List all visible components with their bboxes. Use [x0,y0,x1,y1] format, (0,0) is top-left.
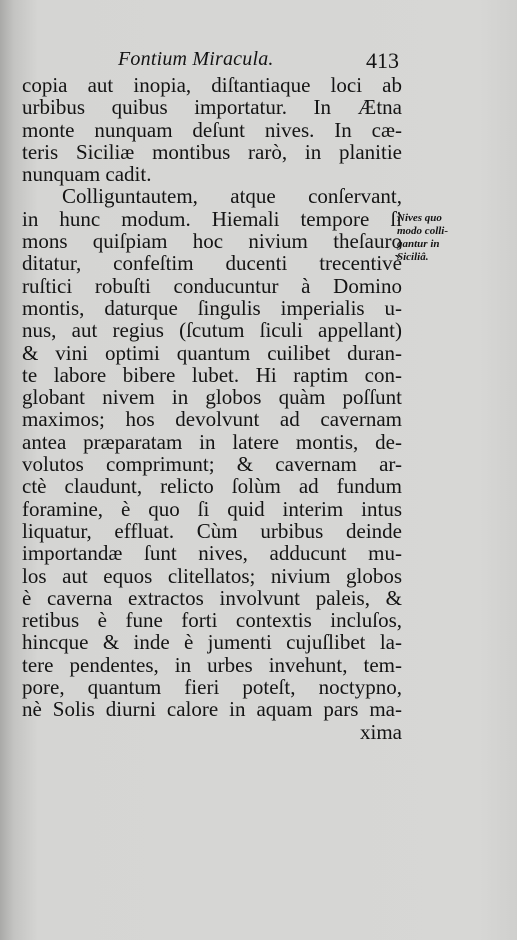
margin-note [397,212,477,264]
body-text [22,74,402,743]
text-line: Colliguntautem, atque conſervant, [62,184,402,209]
margin-note-line: Siciliâ. [397,251,429,263]
text-line: nunquam cadit. [22,162,152,187]
text-line: tere pendentes, in urbes invehunt, tem- [22,652,402,677]
text-line: mons quiſpiam hoc nivium theſauro [22,229,402,254]
text-line: & vini optimi quantum cuilibet duran- [22,340,402,365]
text-line: ruſtici robuſti conducuntur à Domino [22,273,402,298]
text-line: ditatur, confeſtim ducenti trecentivè [22,251,402,276]
text-line: maximos; hos devolvunt ad cavernam [22,407,402,432]
text-line: urbibus quibus importatur. In Ætna [22,95,402,120]
text-line: nus, aut regius (ſcutum ſiculi appellant) [22,318,402,343]
margin-note-line: gantur in [397,238,440,250]
text-line: volutos comprimunt; & cavernam ar- [22,452,402,477]
text-line: montis, daturque ſingulis imperialis u- [22,295,402,320]
text-line: foramine, è quo ſi quid interim intus [22,496,402,521]
text-line: retibus è fune forti contextis incluſos, [22,608,402,633]
margin-note-line: Nives quo [397,212,442,224]
text-line: globant nivem in globos quàm poſſunt [22,385,402,410]
text-line: copia aut inopia, diſtantiaque loci ab [22,73,402,97]
page-number: 413 [366,48,399,73]
text-line: teris Siciliæ montibus rarò, in planitie [22,139,402,164]
catchword: xima [360,719,402,744]
margin-note-line: modo colli- [397,225,449,237]
text-line: in hunc modum. Hiemali tempore ſi [22,206,402,231]
text-line: hincque & inde è jumenti cujuſlibet la- [22,630,402,655]
text-line: è caverna extractos involvunt paleis, & [22,585,402,610]
text-line: monte nunquam deſunt nives. In cæ- [22,117,402,142]
text-line: antea præparatam in latere montis, de- [22,429,402,454]
text-line: liquatur, effluat. Cùm urbibus deinde [22,518,402,543]
text-line: pore, quantum fieri poteſt, noctурno, [22,675,402,700]
text-line: nè Solis diurni calore in aquam pars ma- [22,697,402,722]
text-line: los aut equos clitellatos; nivium globos [22,563,402,588]
text-line: te labore bibere lubet. Hi raptim con- [22,362,402,387]
text-line: ctè claudunt, relicto ſolùm ad fundum [22,474,402,499]
running-title: Fontium Miracula. [118,48,274,70]
text-line: importandæ ſunt nives, adducunt mu- [22,541,402,566]
